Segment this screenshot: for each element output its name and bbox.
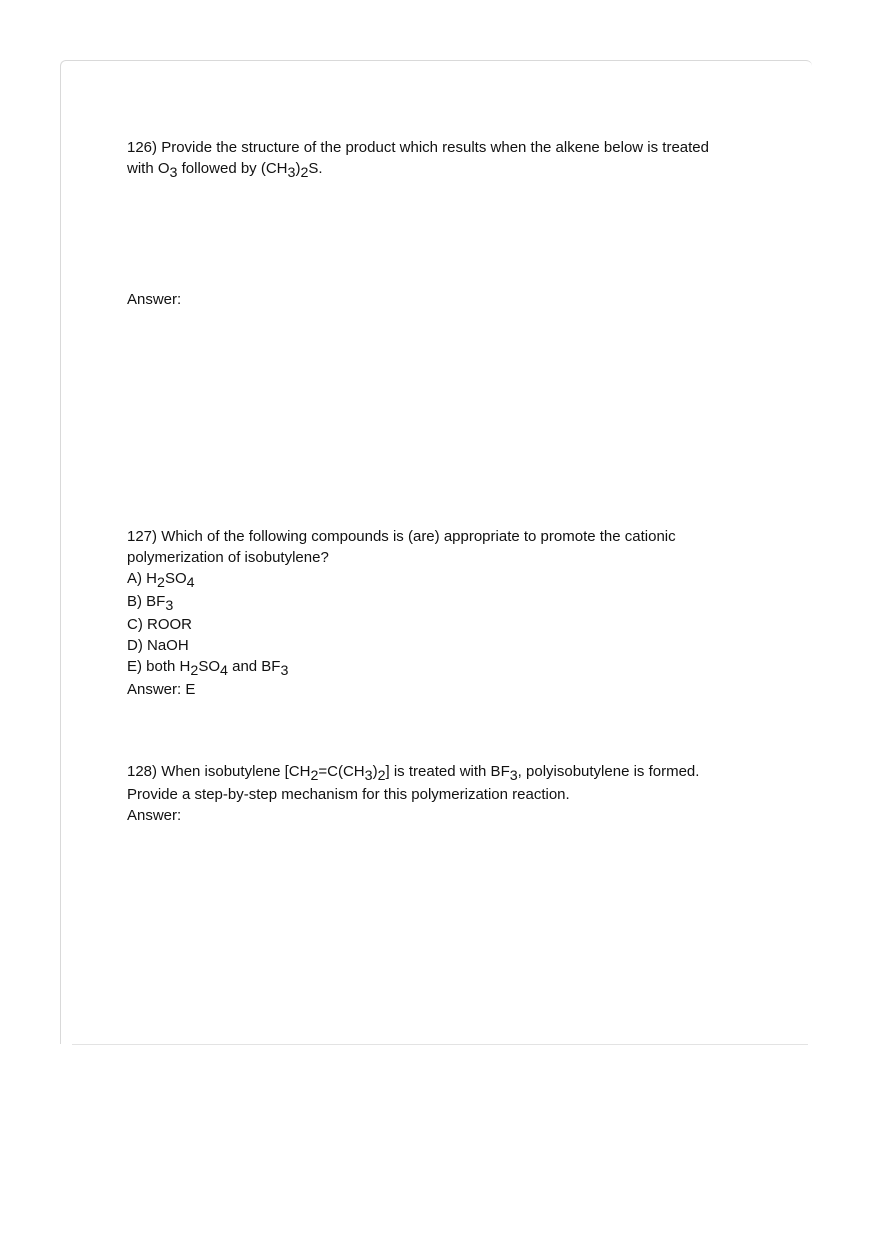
question-127-text-line-2: polymerization of isobutylene?	[127, 549, 329, 566]
option-d: D) NaOH	[127, 637, 189, 654]
option-c: C) ROOR	[127, 616, 192, 633]
question-127-text-line-1: 127) Which of the following compounds is (are) appropriate to promote the cationic	[127, 528, 676, 545]
question-127-answer: Answer: E	[127, 681, 196, 698]
question-128-text-line-2: Provide a step-by-step mechanism for this polymerization reaction.	[127, 786, 570, 803]
question-128-text-line-1: 128) When isobutylene $[CH_2=C(CH_3)_2]$ is treated with $BF_3$, polyisobutylene is formed.	[127, 763, 700, 784]
question-128	[127, 761, 767, 826]
question-126	[127, 137, 767, 179]
question-127	[127, 526, 767, 700]
bottom-divider	[72, 1044, 808, 1045]
question-126-answer-label: Answer:	[127, 291, 182, 308]
option-e: E) both $H_2SO_4$ and $BF_3$	[127, 658, 289, 679]
option-a: A) $H_2SO_4$	[127, 570, 195, 591]
question-126-text-line-1: 126) Provide the structure of the product which results when the alkene below is treated	[127, 139, 709, 156]
option-b: B) $BF_3$	[127, 593, 174, 614]
question-128-answer-label: Answer:	[127, 807, 182, 824]
question-126-text-line-2: with $O_3$ followed by $(CH_3)_2S$.	[127, 160, 323, 181]
